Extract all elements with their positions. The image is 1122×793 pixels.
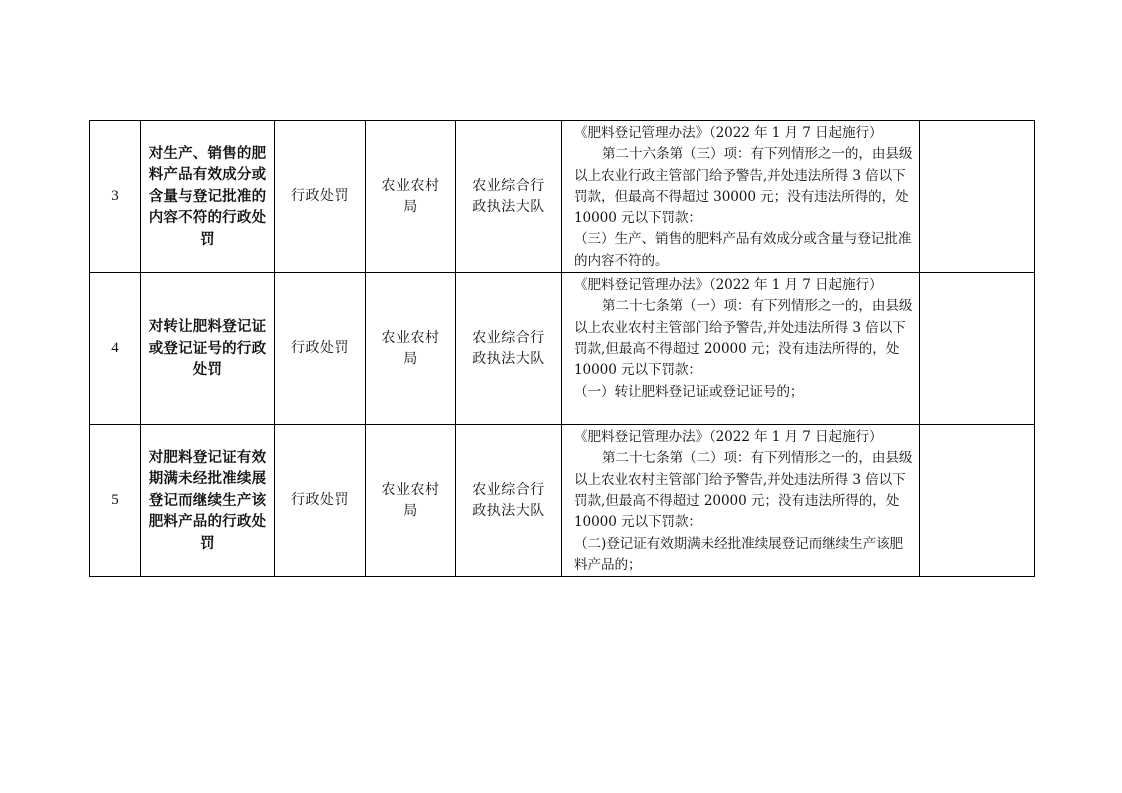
basis-article: 第二十七条第（二）项：有下列情形之一的，由县级以上农业农村主管部门给予警告,并处违法所得 3 倍以下罚款,但最高不得超过 20000 元；没有违法所得的，处 10000 元以下罚款： <box>574 450 913 531</box>
enforcement-unit: 农业综合行政执法大队 <box>456 425 562 577</box>
legal-basis <box>562 425 920 577</box>
legal-basis <box>562 121 920 273</box>
basis-clause: （二)登记证有效期满未经批准续展登记而继续生产该肥料产品的； <box>574 535 904 573</box>
item-name: 对转让肥料登记证或登记证号的行政处罚 <box>141 273 275 425</box>
enforcement-unit: 农业综合行政执法大队 <box>456 273 562 425</box>
responsible-department: 农业农村局 <box>366 273 456 425</box>
responsible-department: 农业农村局 <box>366 121 456 273</box>
item-name: 对生产、销售的肥料产品有效成分或含量与登记批准的内容不符的行政处罚 <box>141 121 275 273</box>
enforcement-unit: 农业综合行政执法大队 <box>456 121 562 273</box>
table-row <box>90 121 1035 273</box>
basis-clause: （三）生产、销售的肥料产品有效成分或含量与登记批准的内容不符的。 <box>574 231 912 269</box>
basis-title: 《肥料登记管理办法》（2022 年 1 月 7 日起施行） <box>574 125 883 141</box>
basis-article: 第二十六条第（三）项：有下列情形之一的，由县级以上农业行政主管部门给予警告,并处违法所得 3 倍以下罚款，但最高不得超过 30000 元；没有违法所得的，处 10000 元以下罚款： <box>574 146 913 227</box>
note-cell <box>920 425 1035 577</box>
table-row <box>90 273 1035 425</box>
basis-clause: （一）转让肥料登记证或登记证号的； <box>574 383 804 400</box>
row-number: 4 <box>90 273 141 425</box>
item-type: 行政处罚 <box>275 273 366 425</box>
note-cell <box>920 273 1035 425</box>
basis-article: 第二十七条第（一）项：有下列情形之一的，由县级以上农业农村主管部门给予警告,并处违法所得 3 倍以下罚款,但最高不得超过 20000 元；没有违法所得的，处 10000 元以下罚款： <box>574 298 913 379</box>
item-type: 行政处罚 <box>275 121 366 273</box>
item-name: 对肥料登记证有效期满未经批准续展登记而继续生产该肥料产品的行政处罚 <box>141 425 275 577</box>
legal-basis <box>562 273 920 425</box>
row-number: 5 <box>90 425 141 577</box>
note-cell <box>920 121 1035 273</box>
basis-title: 《肥料登记管理办法》（2022 年 1 月 7 日起施行） <box>574 277 883 294</box>
table-row <box>90 425 1035 577</box>
responsible-department: 农业农村局 <box>366 425 456 577</box>
item-type: 行政处罚 <box>275 425 366 577</box>
basis-title: 《肥料登记管理办法》（2022 年 1 月 7 日起施行） <box>574 429 883 446</box>
row-number: 3 <box>90 121 141 273</box>
penalty-table <box>89 120 1035 577</box>
